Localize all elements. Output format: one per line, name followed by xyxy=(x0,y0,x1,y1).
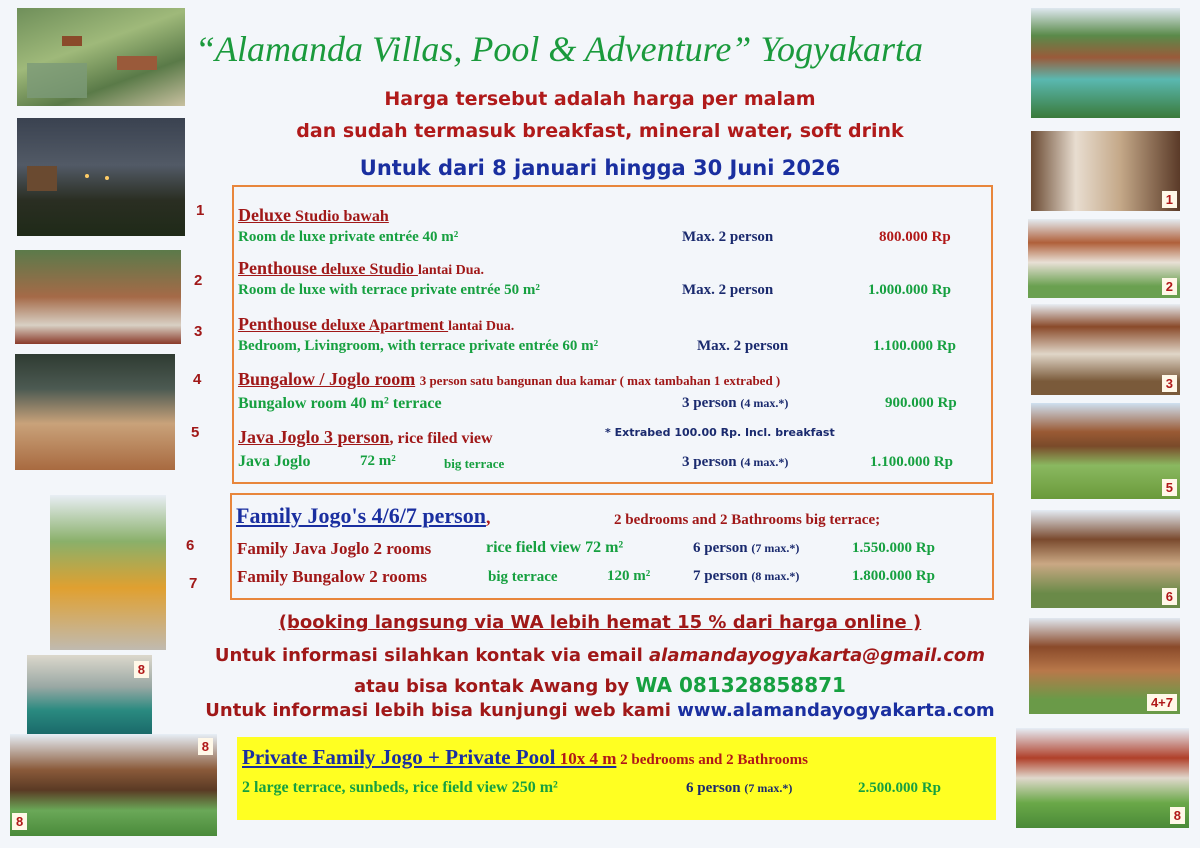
photo-badge: 3 xyxy=(1162,375,1177,392)
family-feature: rice field view 72 m² xyxy=(486,539,624,556)
room-title: Deluxe Studio bawah xyxy=(238,205,389,225)
room-number: 2 xyxy=(194,272,203,289)
email-link[interactable]: alamandayogyakarta@gmail.com xyxy=(649,645,986,666)
private-person: 6 person (7 max.*) xyxy=(686,780,793,796)
family-price: 1.550.000 Rp xyxy=(852,540,935,556)
private-title: Private Family Jogo + Private Pool 10x 4 m 2 bedrooms and 2 Bathrooms xyxy=(242,745,808,769)
photo-badge: 8 xyxy=(198,738,213,755)
photo-badge: 4+7 xyxy=(1147,694,1177,711)
photo-badge: 8 xyxy=(1170,807,1185,824)
private-desc: 2 large terrace, sunbeds, rice field view 250 m² xyxy=(242,779,558,796)
room-number: 5 xyxy=(191,424,200,441)
room-desc: Room de luxe with terrace private entrée 50 m² xyxy=(238,282,540,298)
photo-badge: 6 xyxy=(1162,588,1177,605)
web-link[interactable]: www.alamandayogyakarta.com xyxy=(677,700,995,721)
photo-badge: 1 xyxy=(1162,191,1177,208)
room-price: 900.000 Rp xyxy=(885,395,957,411)
room-number: 3 xyxy=(194,323,203,340)
subtitle-price-note: Harga tersebut adalah harga per malam xyxy=(384,88,816,110)
room-number: 7 xyxy=(189,575,198,592)
room-desc: Java Joglo xyxy=(238,453,311,470)
room-desc: Room de luxe private entrée 40 m² xyxy=(238,229,459,245)
room-title: Penthouse deluxe Apartment lantai Dua. xyxy=(238,314,515,334)
family-title: Family Jogo's 4/6/7 person, xyxy=(236,503,491,528)
subtitle-includes: dan sudah termasuk breakfast, mineral water, soft drink xyxy=(296,120,904,142)
photo-badge: 5 xyxy=(1162,479,1177,496)
photo-badge: 8 xyxy=(134,661,149,678)
room-price: 1.000.000 Rp xyxy=(868,282,951,298)
family-person: 7 person (8 max.*) xyxy=(693,568,800,584)
family-person: 6 person (7 max.*) xyxy=(693,540,800,556)
room-number: 4 xyxy=(193,371,202,388)
family-size: 120 m² xyxy=(607,568,651,584)
room-number: 6 xyxy=(186,537,195,554)
room-price: 1.100.000 Rp xyxy=(873,338,956,354)
room-desc: Bungalow room 40 m² terrace xyxy=(238,395,442,412)
room-title: Bungalow / Joglo room 3 person satu bangunan dua kamar ( max tambahan 1 extrabed ) xyxy=(238,369,781,389)
page-title: “Alamanda Villas, Pool & Adventure” Yogyakarta xyxy=(195,29,923,69)
booking-note: (booking langsung via WA lebih hemat 15 % dari harga online ) xyxy=(278,612,922,633)
price-period: Untuk dari 8 januari hingga 30 Juni 2026 xyxy=(359,156,841,180)
photo-dining-table xyxy=(15,250,181,344)
photo-badge: 8 xyxy=(12,813,27,830)
room-title: Java Joglo 3 person, rice filed view xyxy=(238,427,493,447)
photo-private-pool-villa xyxy=(1016,728,1189,828)
family-price: 1.800.000 Rp xyxy=(852,568,935,584)
room-number: 1 xyxy=(196,202,205,219)
photo-family-bungalow xyxy=(1031,510,1180,608)
contact-email-line: Untuk informasi silahkan kontak via email alamandayogyakarta@gmail.com xyxy=(214,645,986,666)
room-price: 1.100.000 Rp xyxy=(870,454,953,470)
room-desc: Bedroom, Livingroom, with terrace private entrée 60 m² xyxy=(238,338,599,354)
room-max: 3 person (4 max.*) xyxy=(682,395,789,411)
contact-web-line: Untuk informasi lebih bisa kunjungi web kami www.alamandayogyakarta.com xyxy=(205,700,995,721)
family-subtitle: 2 bedrooms and 2 Bathrooms big terrace; xyxy=(614,512,881,528)
contact-wa-line: atau bisa kontak Awang by WA 081328858871 xyxy=(354,673,846,697)
room-size: 72 m² xyxy=(360,453,396,469)
family-name: Family Java Joglo 2 rooms xyxy=(237,539,432,558)
family-feature: big terrace xyxy=(488,569,558,585)
photo-two-storey-villa xyxy=(1028,219,1180,298)
extrabed-note: * Extrabed 100.00 Rp. Incl. breakfast xyxy=(605,426,835,439)
room-title: Penthouse deluxe Studio lantai Dua. xyxy=(238,258,485,278)
photo-guests-dinner xyxy=(15,354,175,470)
photo-joglo-rice-field xyxy=(1031,403,1180,499)
room-max: Max. 2 person xyxy=(682,282,774,298)
photo-badge: 2 xyxy=(1162,278,1177,295)
room-price: 800.000 Rp xyxy=(879,229,951,245)
room-terrace: big terrace xyxy=(444,456,505,471)
photo-joglo-house-left xyxy=(10,734,217,836)
photo-penthouse-villa xyxy=(1031,304,1180,395)
room-max: 3 person (4 max.*) xyxy=(682,454,789,470)
room-max: Max. 2 person xyxy=(682,229,774,245)
private-price: 2.500.000 Rp xyxy=(858,780,941,796)
wa-link[interactable]: WA 081328858871 xyxy=(635,673,846,697)
room-max: Max. 2 person xyxy=(697,338,789,354)
family-name: Family Bungalow 2 rooms xyxy=(237,567,428,586)
